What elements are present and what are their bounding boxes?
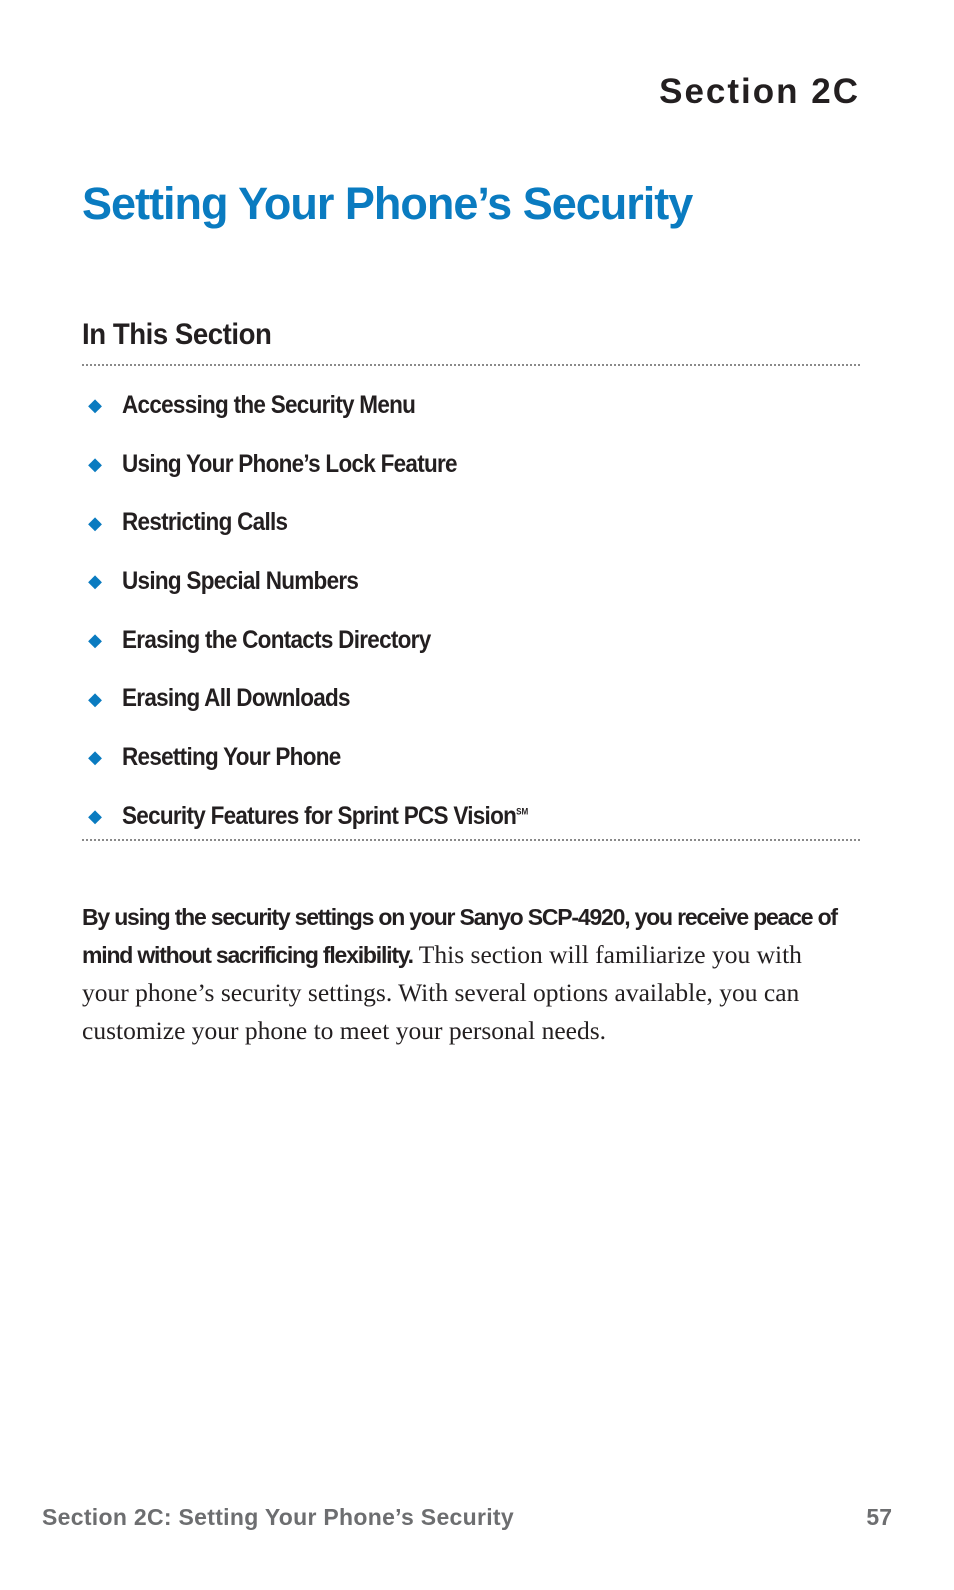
diamond-bullet-icon: ◆	[88, 454, 102, 475]
in-this-section-heading: In This Section	[82, 318, 272, 351]
list-item-label: Resetting Your Phone	[122, 742, 341, 771]
intro-paragraph	[82, 898, 842, 1050]
diamond-bullet-icon: ◆	[88, 512, 102, 533]
diamond-bullet-icon: ◆	[88, 395, 102, 416]
diamond-bullet-icon: ◆	[88, 688, 102, 709]
list-item	[82, 728, 860, 787]
diamond-bullet-icon: ◆	[88, 571, 102, 592]
section-contents-list	[82, 376, 860, 846]
page-title: Setting Your Phone’s Security	[82, 178, 693, 229]
list-item-label-with-mark	[122, 802, 528, 831]
list-item	[82, 435, 860, 494]
list-item-label: Security Features for Sprint PCS Vision	[122, 801, 517, 830]
diamond-bullet-icon: ◆	[88, 630, 102, 651]
list-item	[82, 669, 860, 728]
bottom-dotted-divider	[82, 839, 860, 841]
list-item	[82, 493, 860, 552]
intro-body-text: This section will familiarize you with your phone’s security settings. With several options available, you can customize your phone to meet your personal needs.	[82, 940, 802, 1045]
service-mark: SM	[516, 806, 529, 817]
intro-bold-lead: By using the security settings on your Sanyo SCP-4920, you receive peace of mind without sacrificing flexibility.	[82, 904, 837, 968]
list-item-label: Restricting Calls	[122, 508, 288, 537]
list-item-label: Erasing All Downloads	[122, 684, 350, 713]
list-item	[82, 611, 860, 670]
list-item-label: Using Your Phone’s Lock Feature	[122, 449, 457, 478]
section-label: Section 2C	[659, 72, 860, 111]
list-item	[82, 376, 860, 435]
diamond-bullet-icon: ◆	[88, 747, 102, 768]
list-item-label: Accessing the Security Menu	[122, 390, 416, 419]
page-number: 57	[866, 1504, 892, 1530]
list-item-label: Erasing the Contacts Directory	[122, 625, 431, 654]
list-item	[82, 552, 860, 611]
footer-running-title: Section 2C: Setting Your Phone’s Security	[42, 1504, 514, 1530]
list-item-label: Using Special Numbers	[122, 566, 359, 595]
top-dotted-divider	[82, 364, 860, 366]
list-item	[82, 787, 860, 846]
diamond-bullet-icon: ◆	[88, 806, 102, 827]
